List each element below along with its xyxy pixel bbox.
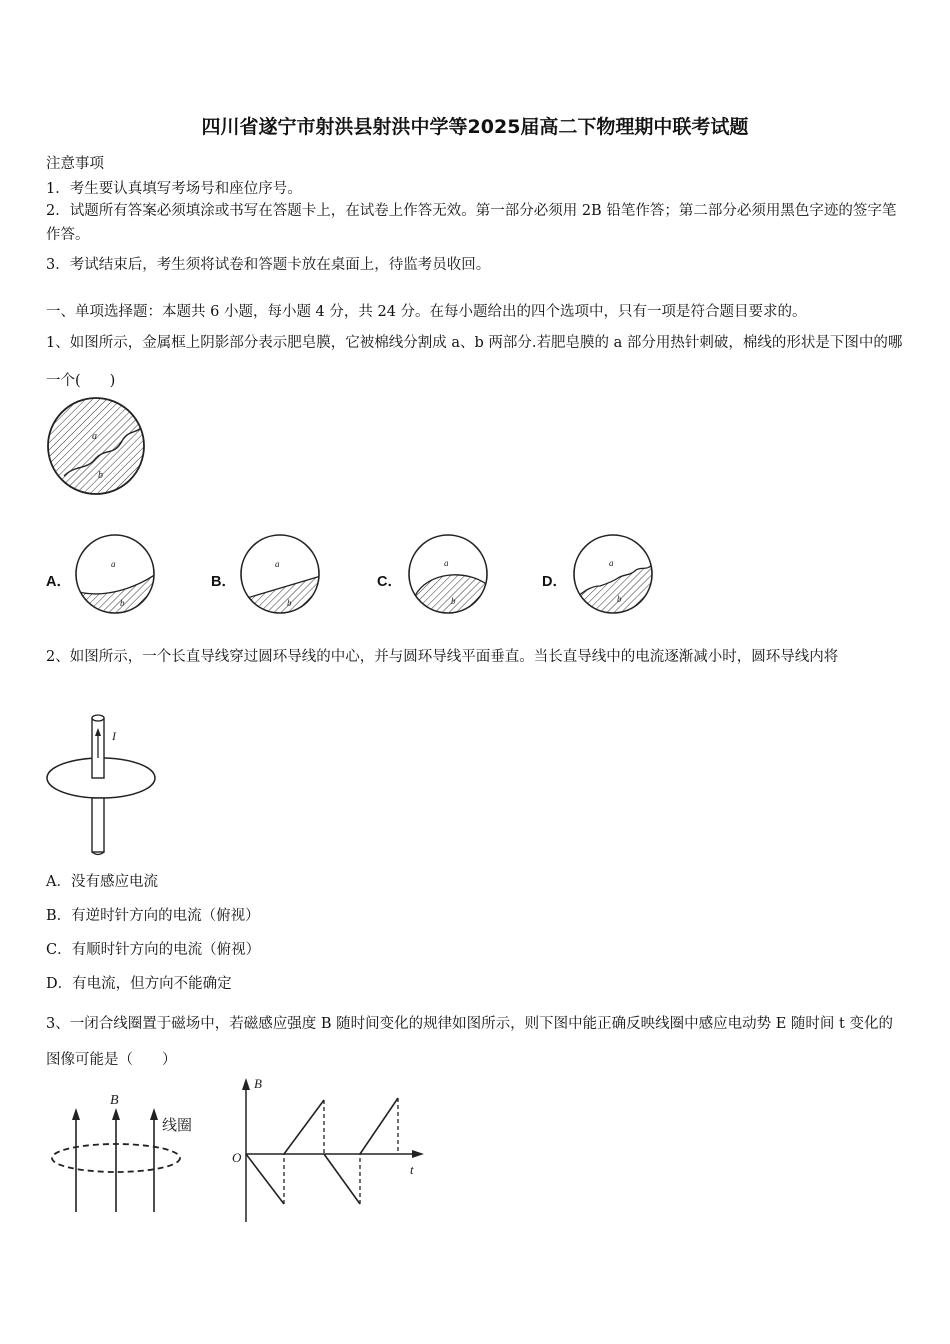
q2-option-c: C．有顺时针方向的电流（俯视） <box>46 942 261 958</box>
q1-b-label-b: b <box>287 598 292 608</box>
q3-graph-x-label: t <box>410 1162 414 1177</box>
notice-item-1: 1．考生要认真填写考场号和座位序号。 <box>46 181 302 197</box>
q1-label-b: b <box>98 470 103 481</box>
q2-stem: 2、如图所示，一个长直导线穿过圆环导线的中心，并与圆环导线平面垂直。当长直导线中的电流逐渐减小时，圆环导线内将 <box>46 649 839 665</box>
q1-option-b-figure <box>239 534 321 614</box>
q1-option-a-figure <box>74 534 156 614</box>
q1-a-label-b: b <box>120 598 125 608</box>
q3-graph-y-label: B <box>254 1076 262 1091</box>
q1-option-c-figure <box>407 534 489 614</box>
q3-bt-graph <box>228 1076 428 1226</box>
q1-option-d-label: D． <box>542 574 567 590</box>
q2-option-d: D．有电流，但方向不能确定 <box>46 976 232 992</box>
q1-label-a: a <box>92 431 97 442</box>
q1-c-label-b: b <box>451 596 456 606</box>
q1-a-label-a: a <box>111 559 116 569</box>
q3-coil-figure <box>48 1088 218 1218</box>
page-title: 四川省遂宁市射洪县射洪中学等2025届高二下物理期中联考试题 <box>201 116 749 138</box>
q1-d-label-b: b <box>617 594 622 604</box>
q2-current-label: I <box>112 729 116 743</box>
q2-option-b: B．有逆时针方向的电流（俯视） <box>46 908 260 924</box>
q3-coil-label: 线圈 <box>162 1116 193 1134</box>
notice-item-3: 3．考试结束后，考生须将试卷和答题卡放在桌面上，待监考员收回。 <box>46 257 491 273</box>
q1-b-label-a: a <box>275 559 280 569</box>
q3-stem: 3、一闭合线圈置于磁场中，若磁感应强度 B 随时间变化的规律如图所示，则下图中能正确反映线圈中感应电动势 E 随时间 t 变化的图像可能是（ ） <box>46 1016 893 1068</box>
q3-b-label: B <box>110 1093 119 1108</box>
section-heading: 一、单项选择题：本题共 6 小题，每小题 4 分，共 24 分。在每小题给出的四个选项中，只有一项是符合题目要求的。 <box>46 304 807 320</box>
notice-item-2: 2．试题所有答案必须填涂或书写在答题卡上，在试卷上作答无效。第一部分必须用 2B 铅笔作答；第二部分必须用黑色字迹的签字笔作答。 <box>46 203 897 243</box>
q1-stem: 1、如图所示，金属框上阴影部分表示肥皂膜，它被棉线分割成 a、b 两部分.若肥皂膜的 a 部分用热针刺破，棉线的形状是下图中的哪一个( ) <box>46 335 903 389</box>
q1-option-d-figure <box>572 534 654 614</box>
q3-graph-origin: O <box>232 1150 242 1165</box>
notice-heading: 注意事项 <box>46 156 104 172</box>
q1-option-a-label: A． <box>46 574 71 590</box>
q2-option-a: A．没有感应电流 <box>46 874 158 890</box>
q1-option-b-label: B． <box>211 574 236 590</box>
q1-main-figure <box>46 396 146 496</box>
q1-option-c-label: C． <box>377 574 402 590</box>
q1-c-label-a: a <box>444 558 449 568</box>
q1-d-label-a: a <box>609 558 614 568</box>
q2-figure <box>46 712 161 857</box>
